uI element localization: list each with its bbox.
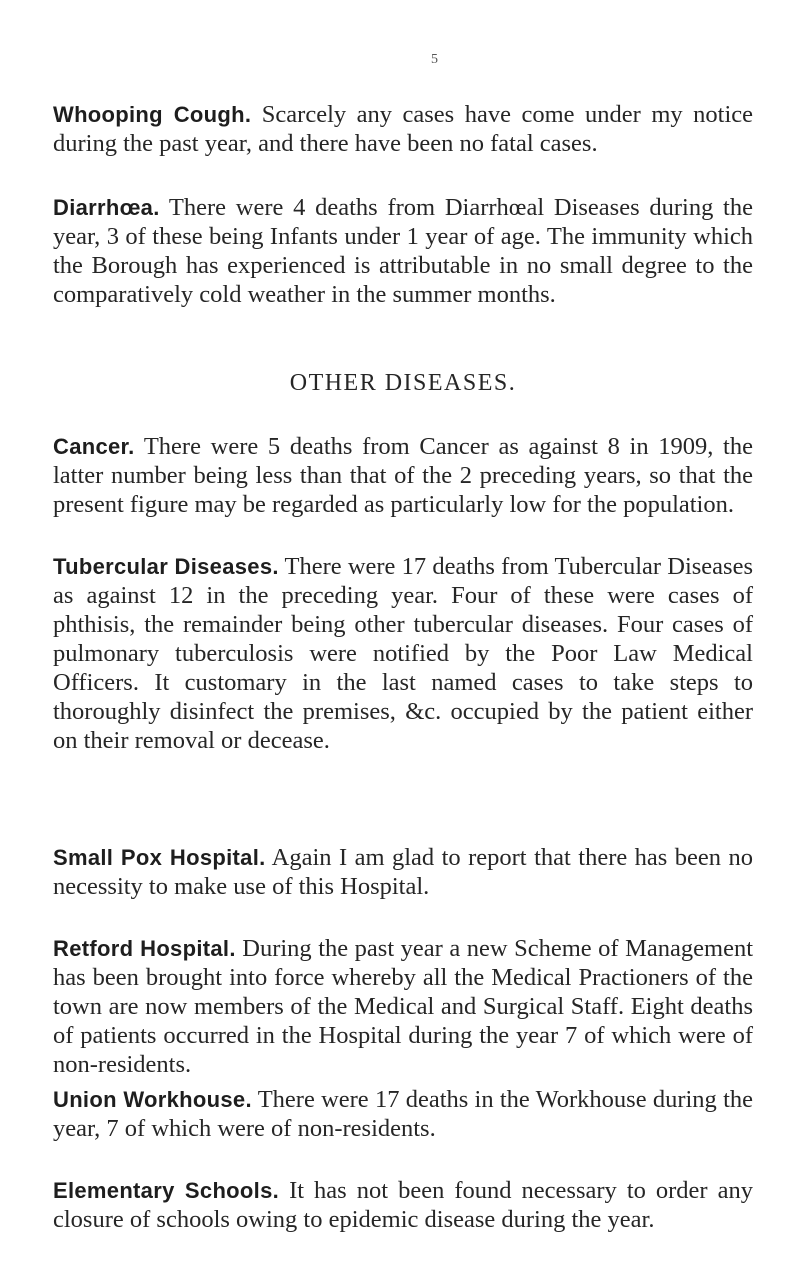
section-body: Scarcely any cases have come under my notice during the past year, and there have been no fatal cases. [53, 101, 754, 157]
other-diseases-heading: OTHER DISEASES. [289, 370, 517, 396]
section-tubercular-diseases [53, 552, 753, 755]
section-small-pox-hospital [53, 843, 753, 901]
section-diarrhoea [53, 193, 753, 309]
section-whooping-cough [53, 100, 753, 158]
section-heading: Diarrhœa. [53, 195, 160, 220]
section-cancer [53, 432, 753, 519]
section-body: During the past year a new Scheme of Management has been brought into force whereby all the Medical Practioners of the town are now members of the Medical and Surgical Staff. Eight deaths of patients occurred in the Hospital during the year 7 of which were of non-residents. [53, 935, 754, 1078]
section-body: There were 4 deaths from Diarrhœal Diseases during the year, 3 of these being Infants under 1 year of age. The immunity which the Borough has experienced is attributable in no small degree to the comparatively cold weather in the summer months. [53, 194, 753, 308]
section-heading: Retford Hospital. [53, 936, 236, 961]
section-heading: Elementary Schools. [53, 1178, 280, 1203]
section-elementary-schools [53, 1176, 753, 1234]
section-heading: Union Workhouse. [53, 1087, 252, 1112]
section-body: There were 17 deaths in the Workhouse during the year, 7 of which were of non-residents. [53, 1086, 754, 1142]
section-body: There were 17 deaths from Tubercular Diseases as against 12 in the preceding year. Four of these were cases of phthisis, the remainder being other tubercular diseases. Four cases of pulmonary tuberculosis were notified by the Poor Law Medical Officers. It customary in the last named cases to take steps to thoroughly disinfect the premises, &c. occupied by the patient either on their removal or decease. [53, 553, 753, 754]
section-heading: Tubercular Diseases. [53, 554, 279, 579]
section-body: It has not been found necessary to order any closure of schools owing to epidemic disease during the year. [53, 1177, 753, 1233]
section-heading: Cancer. [53, 434, 135, 459]
section-heading: Whooping Cough. [53, 102, 252, 127]
section-body: Again I am glad to report that there has been no necessity to make use of this Hospital. [53, 844, 753, 900]
page-number: 5 [431, 52, 438, 67]
section-body: There were 5 deaths from Cancer as against 8 in 1909, the latter number being less than that of the 2 preceding years, so that the present figure may be regarded as particularly low for the population. [53, 433, 753, 518]
section-union-workhouse [53, 1085, 753, 1143]
section-heading: Small Pox Hospital. [53, 845, 266, 870]
section-retford-hospital [53, 934, 753, 1079]
